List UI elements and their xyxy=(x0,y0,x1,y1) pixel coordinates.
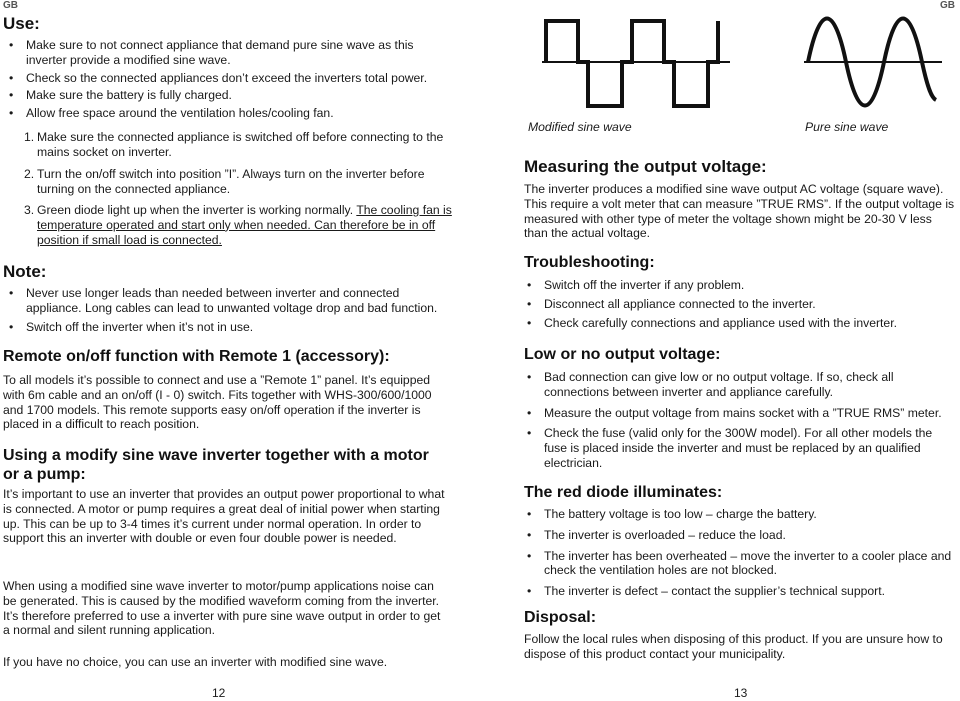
measuring-text: The inverter produces a modified sine wave output AC voltage (square wave). This require a volt meter that can measure ”TRUE RMS”. If the output voltage is measured with other type of meter the voltage shown might be 20-30 V less than the actual voltage. xyxy=(524,182,955,241)
language-tag-right: GB xyxy=(940,0,955,11)
list-item: • Make sure the battery is fully charged. xyxy=(9,88,232,103)
red-diode-heading: The red diode illuminates: xyxy=(524,484,723,501)
modify-paragraph-3: If you have no choice, you can use an inverter with modified sine wave. xyxy=(3,655,388,669)
cooling-fan-note: The cooling fan is temperature operated and start only when needed. Can therefore be in off position if small load is connected. xyxy=(37,203,452,247)
disposal-text: Follow the local rules when disposing of this product. If you are unsure how to dispose of this product contact your municipality. xyxy=(524,632,943,661)
modified-sine-caption: Modified sine wave xyxy=(528,120,632,134)
red-diode-list xyxy=(521,507,957,599)
list-item: • Check carefully connections and appliance used with the inverter. xyxy=(527,315,897,330)
list-item: • The inverter is defect – contact the supplier’s technical support. xyxy=(527,584,885,599)
low-output-list xyxy=(521,370,957,471)
modify-heading: Using a modify sine wave inverter together with a motor or a pump: xyxy=(3,447,429,483)
note-bullet-list xyxy=(3,286,448,334)
right-page xyxy=(518,0,960,701)
list-item: • Measure the output voltage from mains socket with a ”TRUE RMS” meter. xyxy=(527,405,942,420)
modified-sine-wave xyxy=(546,21,718,106)
troubleshooting-heading: Troubleshooting: xyxy=(524,254,655,271)
list-item: • Make sure to not connect appliance that demand pure sine wave as this inverter provide a modified sine wave. xyxy=(9,38,414,67)
troubleshooting-list xyxy=(521,278,957,330)
page-number-right: 13 xyxy=(734,686,748,700)
low-output-heading: Low or no output voltage: xyxy=(524,346,721,363)
language-tag-left: GB xyxy=(3,0,18,11)
remote-heading: Remote on/off function with Remote 1 (accessory): xyxy=(3,348,390,365)
left-page xyxy=(0,0,452,701)
list-item: • Switch off the inverter when it’s not in use. xyxy=(9,319,254,334)
page-number-left: 12 xyxy=(212,686,226,700)
measuring-heading: Measuring the output voltage: xyxy=(524,157,767,176)
step-1: 1. Make sure the connected appliance is switched off before connecting to the mains socket on inverter. xyxy=(24,130,444,159)
modify-paragraph-2: When using a modified sine wave inverter to motor/pump applications noise can be generated. This is caused by the modified waveform coming from the inverter. It’s therefore preferred to use a inverter with pure sine wave output in order to get a normal and silent running application. xyxy=(3,579,441,638)
list-item: • Allow free space around the ventilation holes/cooling fan. xyxy=(9,106,334,121)
step-2: 2. Turn the on/off switch into position ”I”. Always turn on the inverter before turning on the connected appliance. xyxy=(24,167,425,196)
use-bullet-list xyxy=(3,38,448,121)
list-item: • Switch off the inverter if any problem. xyxy=(527,278,745,292)
use-heading: Use: xyxy=(3,14,40,33)
list-item: • Check the fuse (valid only for the 300W model). For all other models the fuse is placed inside the inverter and must be replaced by an qualified electrician. xyxy=(527,426,933,470)
list-item: • Never use longer leads than needed between inverter and connected appliance. Long cables can lead to unwanted voltage drop and bad function. xyxy=(9,286,438,315)
list-item: • The inverter is overloaded – reduce the load. xyxy=(527,527,786,542)
modify-paragraph-1: It’s important to use an inverter that provides an output power proportional to what is connected. A motor or pump requires a great deal of initial power when starting up. This can be up to 3-4 times it’s current under normal operation. In order to support this an inverter with double or even four double power is needed. xyxy=(3,487,445,546)
list-item: • Check so the connected appliances don’t exceed the inverters total power. xyxy=(9,70,428,85)
list-item: • Disconnect all appliance connected to the inverter. xyxy=(527,296,816,311)
list-item: • The inverter has been overheated – move the inverter to a cooler place and check the ventilation holes are not blocked. xyxy=(527,548,952,578)
step-3: 3. Green diode light up when the inverter is working normally. The cooling fan is temperature operated and start only when needed. Can therefore be in off position if small load is connected. xyxy=(24,203,452,247)
remote-text: To all models it’s possible to connect and use a ”Remote 1” panel. It’s equipped with 6m cable and an on/off (I - 0) switch. Fits together with WHS-300/600/1000 and 1700 models. This remote supports easy on/off operation if the inverter is placed in a difficult to reach position. xyxy=(3,373,432,432)
disposal-heading: Disposal: xyxy=(524,609,597,626)
list-item: • Bad connection can give low or no output voltage. If so, check all connections between inverter and appliance carefully. xyxy=(527,370,894,399)
waveform-figure xyxy=(518,14,960,119)
list-item: • The battery voltage is too low – charge the battery. xyxy=(527,507,817,521)
pure-sine-caption: Pure sine wave xyxy=(805,120,889,134)
note-heading: Note: xyxy=(3,262,47,281)
